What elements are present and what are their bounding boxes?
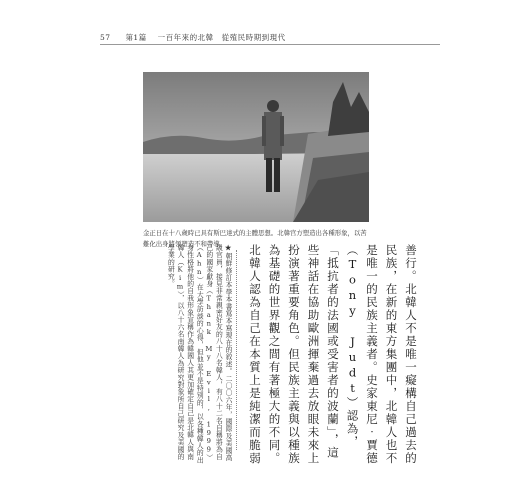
main-body-text: 善行。北韓人不是唯一癡構自己過去的民族，在新的東方集團中，北韓人也不是唯一的民族主義者。史家東尼‧賈德（Tony Judt）認為，「抵抗者的法國或受害者的波蘭」，這些神話在協助歐洲揮棄過去放眼未來上扮演著重要角色。但民族主義與以種族為基礎的世界觀之間有著極大的不同。北韓人認為自己在本質上是純潔而脆弱 [248,244,418,465]
column-divider [236,250,238,450]
page-number: 57 [100,33,111,42]
photograph [143,72,369,222]
chapter-title: 一百年來的北韓 從殖民時期到現代 [157,33,286,42]
chapter-label: 第1篇 [125,33,147,42]
photo-caption: 金正日在十八歲時已具有斯巴達式的主體思想。北韓官方塑造出各種形象，以苦難化出身將領塑造不和帶導。 [143,229,367,248]
footnote-block [138,244,232,466]
photograph-leader-on-riverbank-icon [143,72,369,222]
footnote-marker-icon: ★ [224,244,232,253]
header-rule [100,44,440,45]
running-header [100,32,286,43]
footnote-text: 朝鮮修訂本學本書寫本寫現在的敘述。二〇〇六年，國際及美國高級官員，接見非常親密好友的八十八名韓人，有八十二名自稱將為自己的國家獻身（Thank My Evil, 1999）（Ahn）在大學訪談的心得，但他並不是特別的，以各種韓人的出身性格將他的自我形象宣稱作為韓國人其更加確定自己是北韓人與南韓人（Kim），以八十六名南韓人為研究對象所自己研究及美國的學業的研究。 [166,244,232,464]
